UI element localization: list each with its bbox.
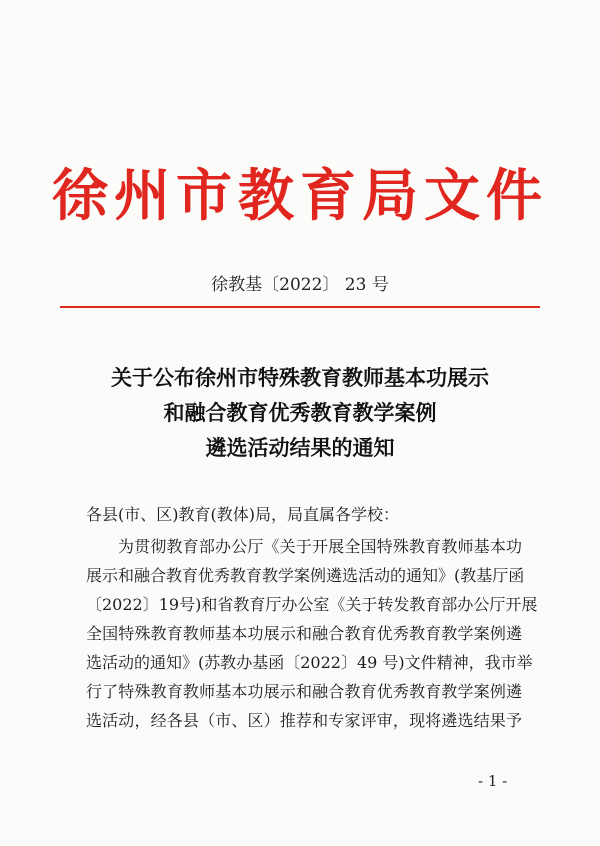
paragraph-line: 选活动的通知》(苏教办基函〔2022〕49 号)文件精神，我市举: [86, 653, 533, 672]
paragraph-line: 为贯彻教育部办公厅《关于开展全国特殊教育教师基本功: [118, 537, 522, 556]
page-number: - 1 -: [478, 772, 508, 790]
title-line: 遴选活动结果的通知: [205, 435, 395, 460]
paragraph-line: 选活动，经各县（市、区）推荐和专家评审，现将遴选结果予: [86, 711, 522, 730]
document-masthead: 徐州市教育局文件: [52, 163, 548, 229]
paragraph-line: 行了特殊教育教师基本功展示和融合教育优秀教育教学案例遴: [86, 682, 522, 701]
document-body: [86, 500, 538, 735]
document-title: [0, 360, 600, 465]
salutation: 各县(市、区)教育(教体)局，局直属各学校：: [86, 505, 399, 524]
document-number: 徐教基〔2022〕 23 号: [211, 275, 389, 295]
paragraph-line: 〔2022〕19号)和省教育厅办公室《关于转发教育部办公厅开展: [86, 595, 538, 614]
header-divider: [60, 306, 540, 308]
paragraph-line: 全国特殊教育教师基本功展示和融合教育优秀教育教学案例遴: [86, 624, 522, 643]
paragraph-line: 展示和融合教育优秀教育教学案例遴选活动的通知》(教基厅函: [86, 566, 525, 585]
title-line: 关于公布徐州市特殊教育教师基本功展示: [111, 365, 489, 390]
title-line: 和融合教育优秀教育教学案例: [163, 400, 437, 425]
body-paragraph: [86, 532, 538, 735]
